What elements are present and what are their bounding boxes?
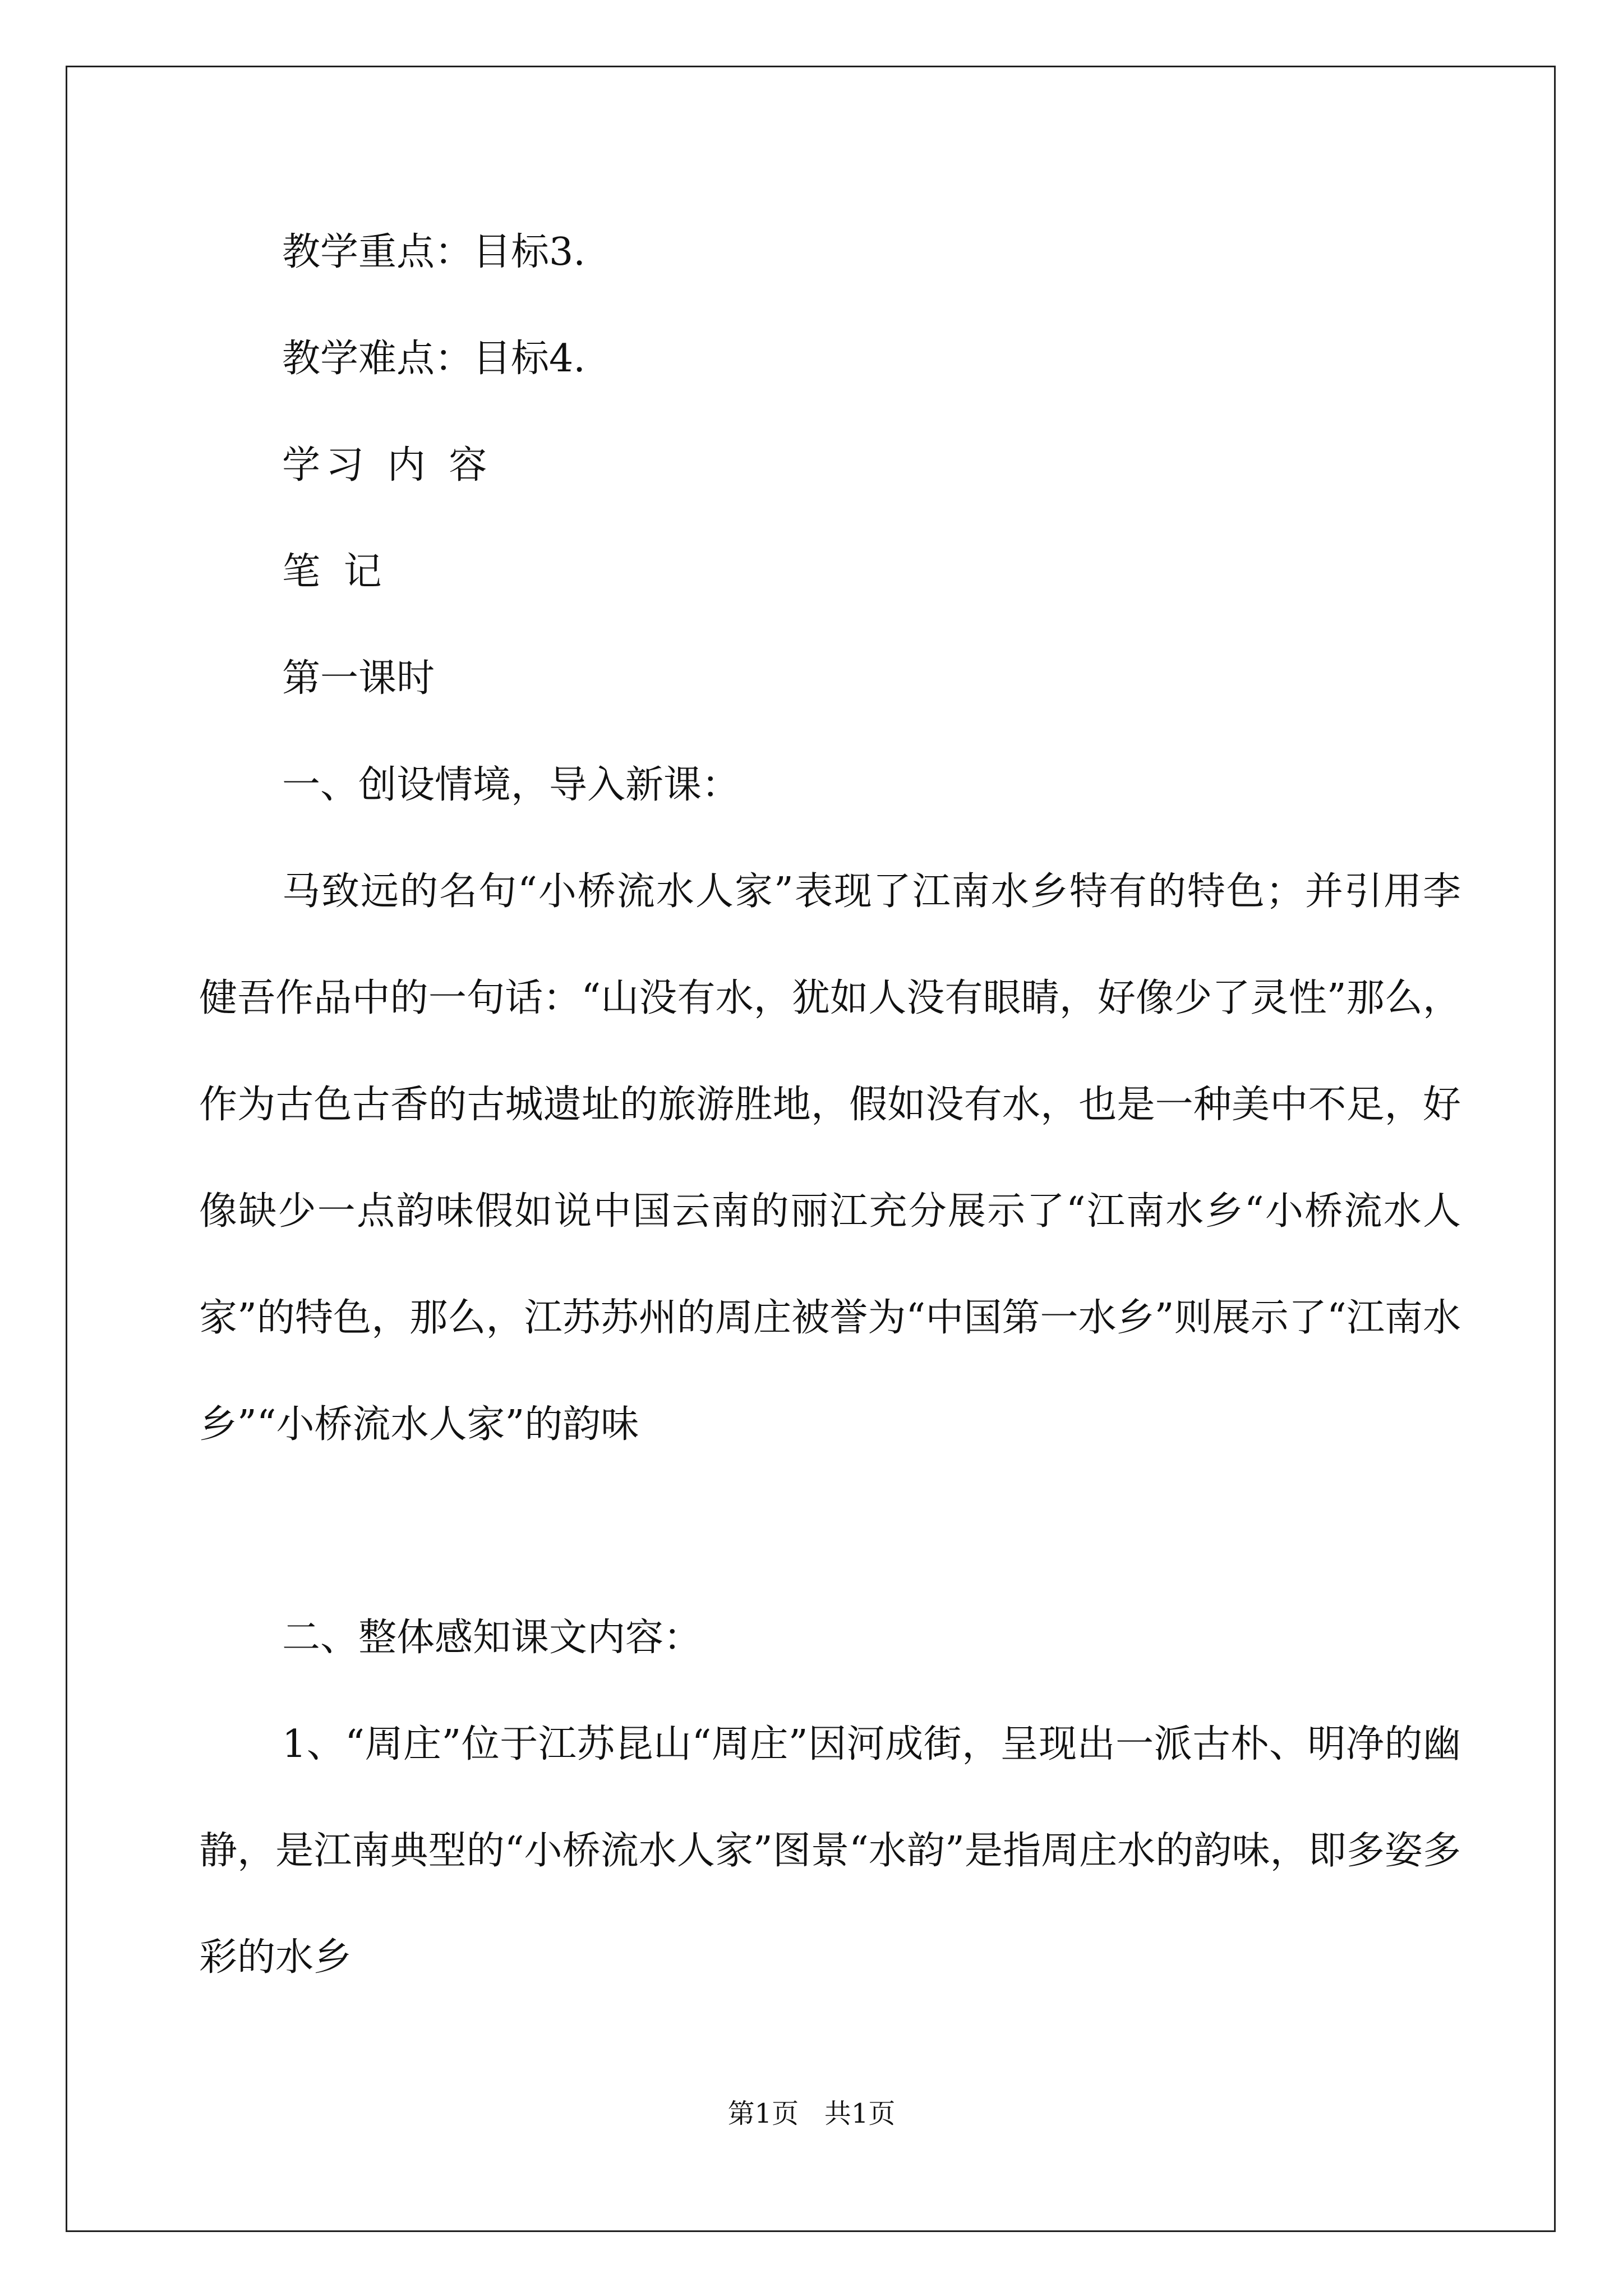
paragraph-first-lesson: 第一课时 xyxy=(282,656,435,701)
paragraph-zhouzhuang: 1、“周庄”位于江苏昆山“周庄”因河成街，呈现出一派古朴、明净的幽静，是江南典型的“小桥流水人家”图景“水韵”是指周庄水的韵味，即多姿多彩的水乡 xyxy=(199,1722,1461,1980)
paragraph-teaching-focus: 教学重点：目标3. xyxy=(282,230,585,274)
paragraph-introduction: 马致远的名句“小桥流水人家”表现了江南水乡特有的特色；并引用李健吾作品中的一句话：“山没有水，犹如人没有眼睛，好像少了灵性”那么，作为古色古香的古城遗址的旅游胜地，假如没有水，也是一种美中不足，好像缺少一点韵味假如说中国云南的丽江充分展示了“江南水乡“小桥流水人家”的特色，那么，江苏苏州的周庄被誉为“中国第一水乡”则展示了“江南水乡”“小桥流水人家”的韵味 xyxy=(199,869,1461,1447)
paragraph-notes: 笔 记 xyxy=(282,550,388,594)
paragraph-learning-content: 学习 内 容 xyxy=(282,443,493,487)
heading-section-two: 二、整体感知课文内容： xyxy=(282,1616,702,1660)
paragraph-teaching-difficulty: 教学难点：目标4. xyxy=(282,337,585,381)
page-footer: 第1页 共1页 xyxy=(727,2098,896,2129)
heading-section-one: 一、创设情境，导入新课： xyxy=(282,763,740,807)
